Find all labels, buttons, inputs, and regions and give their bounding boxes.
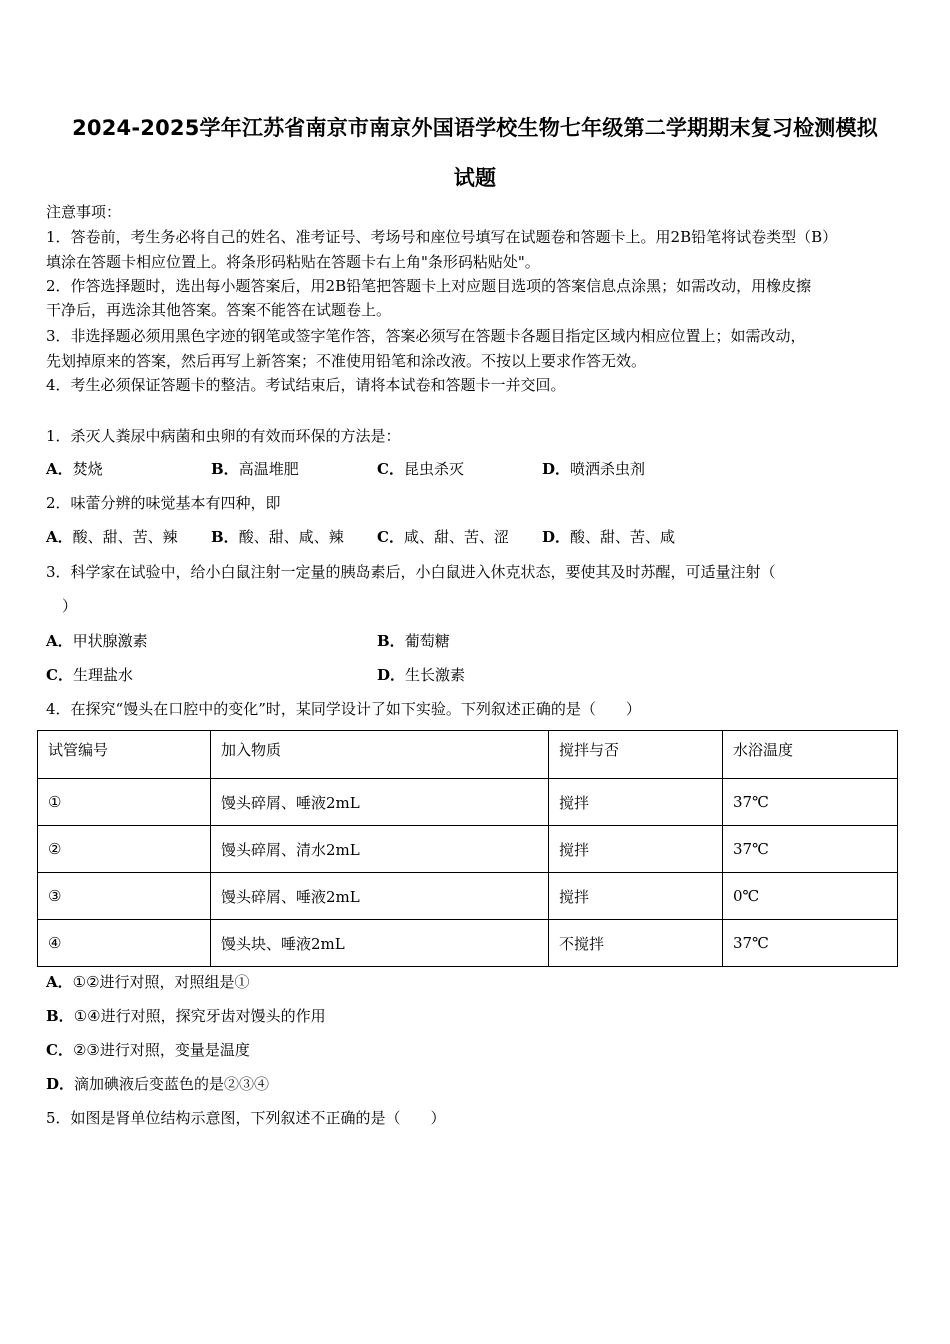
option-letter: C． (377, 460, 404, 478)
q3-option-c (46, 663, 133, 687)
option-text: 生长激素 (405, 666, 466, 684)
table-cell: 馒头碎屑、唾液2mL (211, 873, 549, 920)
q2-option-b (211, 525, 344, 549)
option-text: 生理盐水 (72, 666, 133, 684)
table-cell: 37℃ (723, 779, 898, 826)
table-row (38, 920, 898, 967)
option-letter: D． (377, 666, 406, 684)
q2-option-d (542, 525, 675, 549)
table-cell: ④ (38, 920, 211, 967)
option-letter: D． (46, 1075, 75, 1093)
option-letter: B． (211, 528, 239, 546)
option-letter: D． (542, 460, 571, 478)
table-cell: 0℃ (723, 873, 898, 920)
notice-line: 填涂在答题卡相应位置上。将条形码粘贴在答题卡右上角"条形码粘贴处"。 (46, 253, 540, 271)
option-text: 高温堆肥 (238, 460, 299, 478)
q1-option-a (46, 457, 103, 481)
option-text: 滴加碘液后变蓝色的是②③④ (74, 1075, 270, 1093)
table-row (38, 873, 898, 920)
notice-line: 2．作答选择题时，选出每小题答案后，用2B铅笔把答题卡上对应题目选项的答案信息点涂黑；如需改动，用橡皮擦 (46, 277, 812, 295)
table-cell: ① (38, 779, 211, 826)
table-header: 搅拌与否 (549, 731, 723, 779)
option-text: 酸、甜、苦、咸 (570, 528, 676, 546)
table-row (38, 779, 898, 826)
notice-line: 1．答卷前，考生务必将自己的姓名、准考证号、考场号和座位号填写在试题卷和答题卡上。用2B铅笔将试卷类型（B） (46, 228, 838, 246)
q3-option-b (377, 629, 450, 653)
question-1-stem: 1．杀灭人粪尿中病菌和虫卵的有效而环保的方法是： (46, 427, 401, 445)
option-text: 葡萄糖 (404, 632, 450, 650)
question-5-stem: 5．如图是肾单位结构示意图，下列叙述不正确的是（ ） (46, 1109, 446, 1127)
q1-option-c (377, 457, 464, 481)
table-header: 加入物质 (211, 731, 549, 779)
table-cell: 不搅拌 (549, 920, 723, 967)
table-cell: 馒头碎屑、唾液2mL (211, 779, 549, 826)
question-4-stem: 4．在探究“馒头在口腔中的变化”时，某同学设计了如下实验。下列叙述正确的是（ ） (46, 700, 641, 718)
notice-heading: 注意事项： (46, 203, 122, 221)
q2-option-c (377, 525, 509, 549)
table-cell: ③ (38, 873, 211, 920)
question-3-stem-end: ） (62, 597, 78, 615)
question-3-stem: 3．科学家在试验中，给小白鼠注射一定量的胰岛素后，小白鼠进入休克状态，要使其及时苏醒，可适量注射（ (46, 563, 776, 581)
q4-option-d (46, 1072, 269, 1096)
option-letter: B． (211, 460, 239, 478)
table-cell: 37℃ (723, 920, 898, 967)
option-text: 焚烧 (72, 460, 103, 478)
exam-title: 2024-2025学年江苏省南京市南京外国语学校生物七年级第二学期期末复习检测模拟 (72, 116, 878, 140)
option-letter: A． (46, 460, 73, 478)
table-cell: ② (38, 826, 211, 873)
option-text: ①④进行对照，探究牙齿对馒头的作用 (73, 1007, 326, 1025)
notice-line: 4．考生必须保证答题卡的整洁。考试结束后，请将本试卷和答题卡一并交回。 (46, 376, 566, 394)
notice-line: 3．非选择题必须用黑色字迹的钢笔或签字笔作答，答案必须写在答题卡各题目指定区域内相应位置上；如需改动， (46, 327, 806, 345)
question-2-stem: 2．味蕾分辨的味觉基本有四种，即 (46, 494, 281, 512)
table-header: 水浴温度 (723, 731, 898, 779)
table-row (38, 826, 898, 873)
q4-option-c (46, 1038, 250, 1062)
option-letter: A． (46, 973, 73, 991)
option-text: 酸、甜、苦、辣 (72, 528, 178, 546)
option-text: 酸、甜、咸、辣 (238, 528, 344, 546)
option-letter: A． (46, 528, 73, 546)
option-letter: A． (46, 632, 73, 650)
table-cell: 搅拌 (549, 826, 723, 873)
table-cell: 搅拌 (549, 779, 723, 826)
option-text: 甲状腺激素 (72, 632, 148, 650)
q3-option-d (377, 663, 465, 687)
q2-option-a (46, 525, 178, 549)
table-cell: 馒头块、唾液2mL (211, 920, 549, 967)
notice-line: 干净后，再选涂其他答案。答案不能答在试题卷上。 (46, 301, 392, 319)
q4-option-b (46, 1004, 326, 1028)
option-text: 喷洒杀虫剂 (570, 460, 646, 478)
option-letter: C． (46, 666, 73, 684)
q1-option-b (211, 457, 299, 481)
exam-title-continued: 试题 (453, 166, 497, 190)
q4-option-a (46, 970, 250, 994)
option-text: 咸、甜、苦、涩 (403, 528, 509, 546)
option-letter: B． (377, 632, 405, 650)
table-cell: 37℃ (723, 826, 898, 873)
option-text: ②③进行对照，变量是温度 (72, 1041, 250, 1059)
q1-option-d (542, 457, 645, 481)
option-letter: C． (46, 1041, 73, 1059)
option-letter: C． (377, 528, 404, 546)
table-cell: 搅拌 (549, 873, 723, 920)
table-header-row (38, 731, 898, 779)
option-letter: B． (46, 1007, 74, 1025)
option-letter: D． (542, 528, 571, 546)
q3-option-a (46, 629, 148, 653)
table-header: 试管编号 (38, 731, 211, 779)
experiment-table (37, 730, 898, 967)
notice-line: 先划掉原来的答案，然后再写上新答案；不准使用铅笔和涂改液。不按以上要求作答无效。 (46, 352, 647, 370)
option-text: ①②进行对照，对照组是① (72, 973, 250, 991)
option-text: 昆虫杀灭 (403, 460, 464, 478)
table-cell: 馒头碎屑、清水2mL (211, 826, 549, 873)
